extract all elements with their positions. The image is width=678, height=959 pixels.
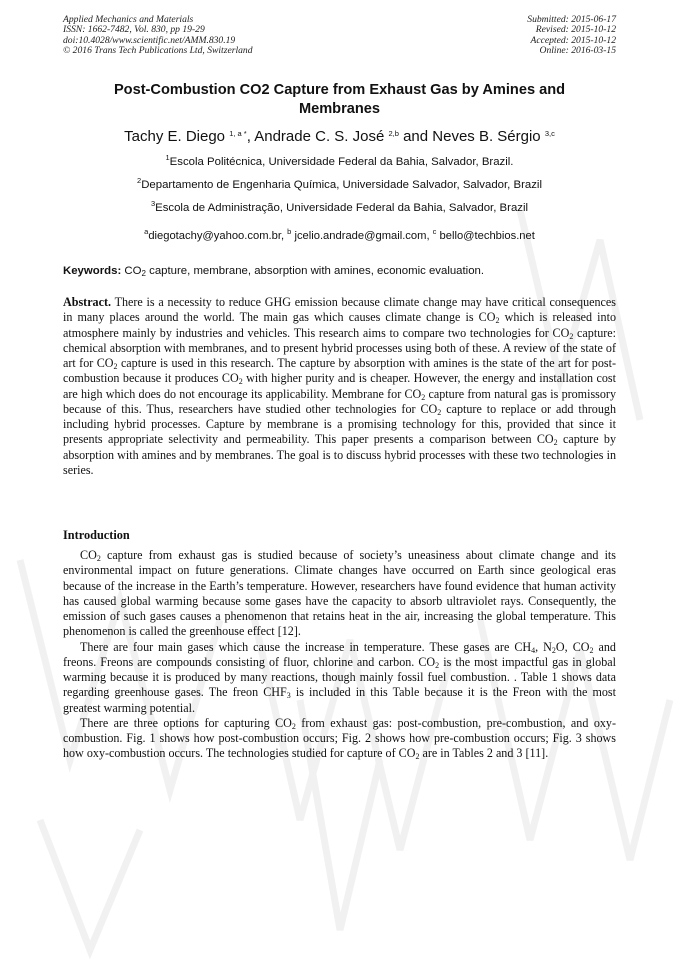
publication-dates bbox=[527, 15, 616, 57]
doi-line: doi:10.4028/www.scientific.net/AMM.830.19 bbox=[63, 34, 236, 46]
abstract-text: capture from natural gas is promissory because of this. Thus, researchers have studied other technologies for CO bbox=[63, 386, 616, 416]
author-list bbox=[63, 127, 616, 147]
affiliation-2-marker: 2 bbox=[137, 176, 142, 185]
paragraph-text: capture from exhaust gas is studied because of society’s uneasiness about climate change and its environmental impact on future generations. Climate changes have occurred on Earth since geological eras because of the increase in the Earth’s temperature. However, researchers have found evidence that human activity has caused global warming because some gases have the capacity to absorb ultraviolet rays. Consequently, the emission of such gases causes a phenomenon that retains heat in the air, increasing the global temperature. This phenomenon is called the greenhouse effect [12]. bbox=[63, 548, 616, 639]
paragraph bbox=[63, 716, 616, 762]
keywords-label: Keywords: bbox=[63, 265, 122, 277]
email-a-marker: a bbox=[144, 227, 149, 236]
subscript: 2 bbox=[495, 316, 500, 326]
subscript: 2 bbox=[415, 752, 420, 762]
email-c: bello@techbios.net bbox=[436, 230, 535, 242]
subscript: 2 bbox=[96, 554, 101, 563]
paragraph-text: is the most impactful gas in global warming because it is produced by many reactions, though mainly fossil fuel combustion. . Table 1 shows data regarding greenhouse gases. The freon CHF bbox=[63, 654, 616, 700]
paragraph-text: and freons. Freons are compounds consisting of fluor, chlorine and carbon. CO bbox=[63, 639, 616, 669]
author-2-marker: 2,b bbox=[388, 129, 399, 138]
abstract bbox=[63, 295, 616, 478]
subscript: 3 bbox=[286, 691, 291, 701]
author-3: and Neves B. Sérgio bbox=[398, 128, 541, 145]
subscript: 2 bbox=[291, 721, 296, 731]
affiliation-3-text: Escola de Administração, Universidade Federal da Bahia, Salvador, Brazil bbox=[155, 202, 529, 214]
paragraph-text: There are four main gases which cause the increase in temperature. These gases are CH bbox=[80, 639, 532, 654]
author-3-marker: 3,c bbox=[544, 129, 555, 138]
email-c-marker: c bbox=[432, 227, 437, 236]
subscript: 2 bbox=[551, 645, 556, 655]
abstract-text: capture: chemical absorption with membranes, and to present hybrid processes using both of these. A review of the state of art for CO bbox=[63, 325, 616, 370]
subscript: 2 bbox=[421, 392, 426, 402]
keywords-co: CO bbox=[121, 265, 142, 277]
abstract-text: capture is used in this research. The capture by absorption with amines is the state of the art for post-combustion because it produces CO bbox=[63, 356, 616, 386]
abstract-text: capture by absorption with amines and by membranes. The goal is to discuss hybrid processes with these two technologies in series. bbox=[63, 432, 617, 477]
email-b: jcelio.andrade@gmail.com, bbox=[291, 230, 433, 242]
affiliation-1 bbox=[63, 155, 616, 169]
keywords-text: capture, membrane, absorption with amines, economic evaluation. bbox=[145, 265, 485, 277]
paragraph-text: O, CO bbox=[555, 639, 590, 654]
author-1: Tachy E. Diego bbox=[124, 128, 226, 145]
subscript: 2 bbox=[437, 407, 442, 417]
abstract-text: capture to replace or add through including hybrid processes. Capture by membrane is a promising technology for this, provided that since it presents appropriate selectivity and permeability. This paper presents a comparison between CO bbox=[63, 401, 616, 447]
title-line-2: Membranes bbox=[298, 101, 381, 117]
subscript: 2 bbox=[553, 438, 558, 448]
affiliation-3 bbox=[63, 201, 616, 215]
affiliation-1-text: Escola Politécnica, Universidade Federal da Bahia, Salvador, Brazil. bbox=[169, 156, 514, 168]
paragraph-text: There are three options for capturing CO bbox=[80, 715, 292, 730]
email-b-marker: b bbox=[287, 227, 292, 236]
paragraph-text: is included in this Table because it is the Freon with the most greatest warming potential. bbox=[63, 685, 616, 715]
issn-line: ISSN: 1662-7482, Vol. 830, pp 19-29 bbox=[63, 24, 205, 36]
subscript: 2 bbox=[589, 645, 594, 655]
paper-title bbox=[63, 81, 616, 119]
title-line-1: Post-Combustion CO2 Capture from Exhaust Gas by Amines and bbox=[113, 82, 566, 98]
copyright-line: © 2016 Trans Tech Publications Ltd, Switzerland bbox=[63, 45, 253, 57]
online-date: Online: 2016-03-15 bbox=[539, 45, 616, 57]
subscript: 4 bbox=[531, 645, 536, 655]
journal-info bbox=[63, 15, 253, 57]
author-2: , Andrade C. S. José bbox=[246, 128, 385, 145]
paragraph bbox=[63, 548, 616, 640]
accepted-date: Accepted: 2015-10-12 bbox=[530, 34, 616, 46]
submitted-date: Submitted: 2015-06-17 bbox=[527, 14, 616, 25]
affiliation-1-marker: 1 bbox=[165, 153, 170, 162]
subscript: 2 bbox=[113, 362, 118, 371]
subscript: 2 bbox=[435, 660, 440, 670]
introduction-body bbox=[63, 548, 616, 762]
abstract-text: which is released into atmosphere mainly by industries and vehicles. This research aims to compare two technologies for CO bbox=[63, 310, 616, 340]
paragraph-text: from exhaust gas: post-combustion, pre-combustion, and oxy-combustion. Fig. 1 shows how post-combustion occurs; Fig. 2 shows how pre-combustion occurs; Fig. 3 shows how oxy-combustion occurs. The technologies studied for capture of CO bbox=[63, 715, 616, 761]
abstract-text: with higher purity and is cheaper. However, the energy and installation cost are high which does do not encourage its applicability. Membrane for CO bbox=[63, 371, 616, 401]
paragraph-text: , N bbox=[535, 639, 552, 654]
keywords-sub: 2 bbox=[141, 269, 146, 278]
affiliation-3-marker: 3 bbox=[150, 199, 156, 208]
introduction-heading: Introduction bbox=[63, 528, 130, 542]
author-1-marker: 1, a * bbox=[229, 129, 247, 138]
affiliation-2-text: Departamento de Engenharia Química, Universidade Salvador, Salvador, Brazil bbox=[141, 179, 542, 191]
subscript: 2 bbox=[569, 331, 574, 341]
paragraph-text: CO bbox=[80, 548, 97, 562]
abstract-text: There is a necessity to reduce GHG emission because climate change may have critical consequences in many places around the world. The main gas which causes climate change is CO bbox=[63, 295, 616, 325]
affiliation-2 bbox=[63, 178, 616, 192]
paragraph bbox=[63, 640, 616, 716]
journal-name: Applied Mechanics and Materials bbox=[63, 14, 194, 25]
revised-date: Revised: 2015-10-12 bbox=[535, 24, 616, 36]
abstract-label: Abstract. bbox=[63, 295, 112, 309]
subscript: 2 bbox=[238, 377, 243, 387]
paragraph-text: are in Tables 2 and 3 [11]. bbox=[419, 746, 549, 761]
email-a: diegotachy@yahoo.com.br, bbox=[148, 230, 288, 242]
keywords bbox=[63, 264, 616, 278]
author-emails bbox=[63, 229, 616, 243]
